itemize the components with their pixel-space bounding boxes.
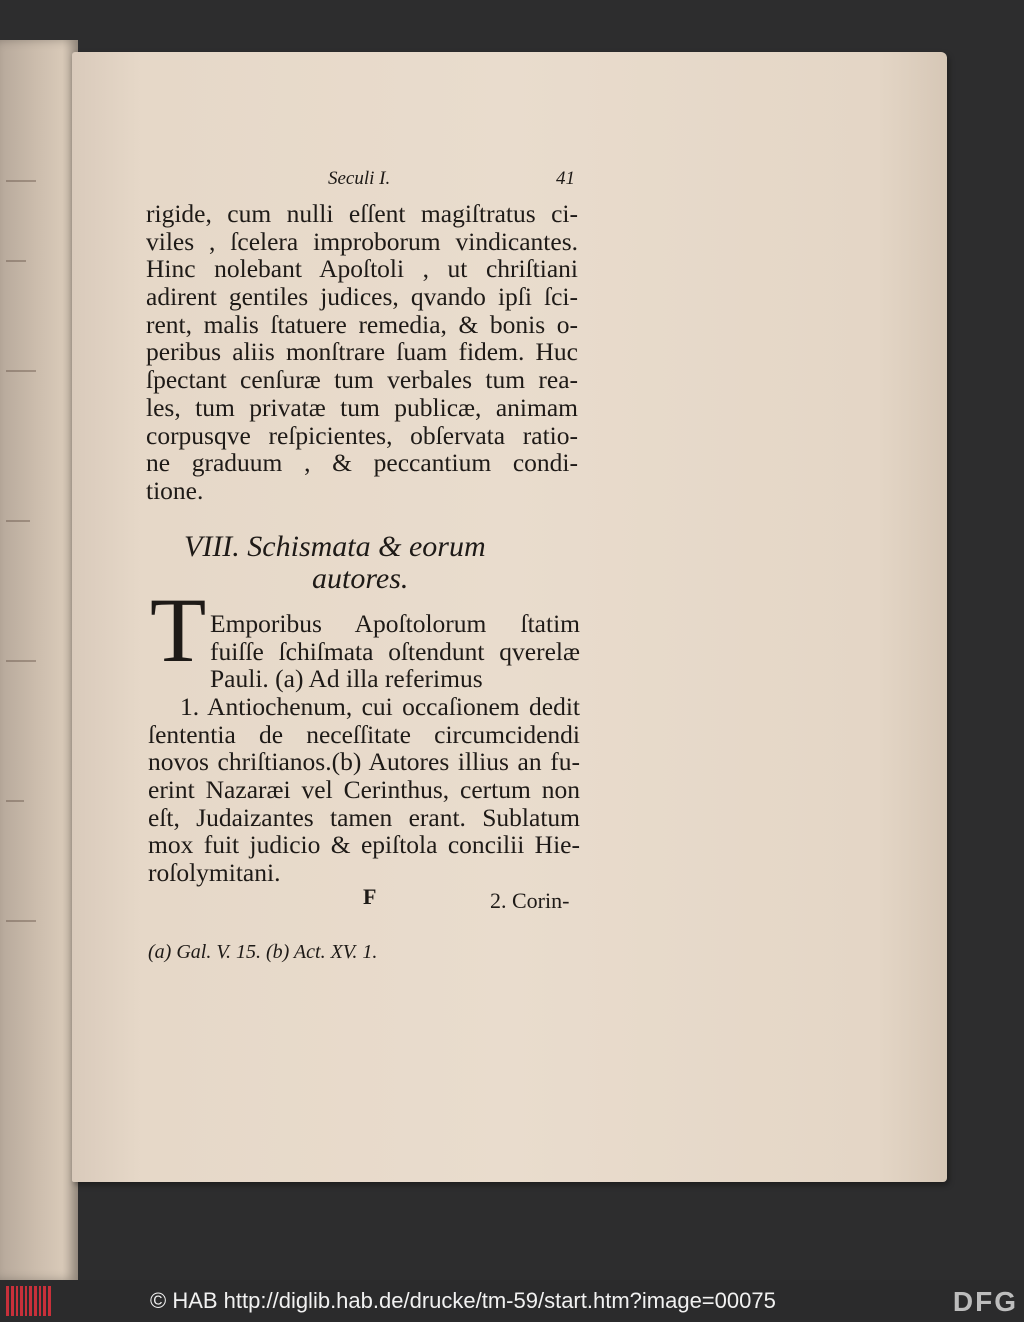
- footnotes: (a) Gal. V. 15. (b) Act. XV. 1.: [148, 941, 378, 963]
- text-line: ſpectant cenſuræ tum verbales tum rea-: [146, 365, 578, 395]
- section-heading: VIII. Schismata & eorum: [184, 530, 486, 563]
- dfg-logo: DFG: [952, 1286, 1018, 1317]
- text-line: Pauli. (a) Ad illa referimus: [210, 664, 483, 694]
- text-line: erint Nazaræi vel Cerinthus, certum non: [148, 775, 580, 805]
- library-barcode-icon: [6, 1286, 51, 1316]
- text-line: roſolymitani.: [148, 858, 281, 888]
- drop-capital: T: [150, 579, 207, 681]
- text-line: les, tum privatæ tum publicæ, animam: [146, 392, 578, 422]
- running-head: Seculi I.: [328, 168, 391, 189]
- left-page-edge: [0, 40, 78, 1280]
- text-line: rent, malis ſtatuere remedia, & bonis o-: [146, 309, 578, 339]
- copyright-url[interactable]: © HAB http://diglib.hab.de/drucke/tm-59/start.htm?image=00075: [150, 1288, 776, 1313]
- catchword: 2. Corin-: [490, 888, 570, 913]
- text-line: viles , ſcelera improborum vindicantes.: [146, 226, 578, 256]
- page-number: 41: [556, 168, 575, 189]
- paragraph-intro: [210, 610, 580, 693]
- signature-mark: F: [363, 884, 377, 909]
- paragraph-antiochenum: [148, 693, 580, 887]
- text-line: adirent gentiles judices, qvando ipſi ſci-: [146, 282, 578, 312]
- text-line: ſententia de neceſſitate circumcidendi: [148, 719, 580, 749]
- text-line: Hinc nolebant Apoſtoli , ut chriſtiani: [146, 254, 578, 284]
- text-line: 1. Antiochenum, cui occaſionem dedit: [180, 692, 580, 721]
- text-line: corpusqve reſpicientes, obſervata ratio-: [146, 420, 578, 450]
- paragraph-continuation: [146, 200, 578, 505]
- text-line: Emporibus Apoſtolorum ſtatim: [210, 609, 580, 638]
- section-heading-cont: autores.: [312, 562, 409, 595]
- viewer-footer: [0, 1280, 1024, 1322]
- text-line: peribus aliis monſtrare ſuam fidem. Huc: [146, 337, 578, 367]
- text-line: novos chriſtianos.(b) Autores illius an fu-: [148, 747, 580, 777]
- text-line: ne graduum , & peccantium condi-: [146, 448, 578, 478]
- text-line: eſt, Judaizantes tamen erant. Sublatum: [148, 802, 580, 832]
- text-line: tione.: [146, 475, 204, 505]
- text-line: rigide, cum nulli eſſent magiſtratus ci-: [146, 199, 578, 228]
- text-line: mox fuit judicio & epiſtola concilii Hie-: [148, 830, 580, 860]
- text-line: fuiſſe ſchiſmata oſtendunt qverelæ: [210, 636, 580, 666]
